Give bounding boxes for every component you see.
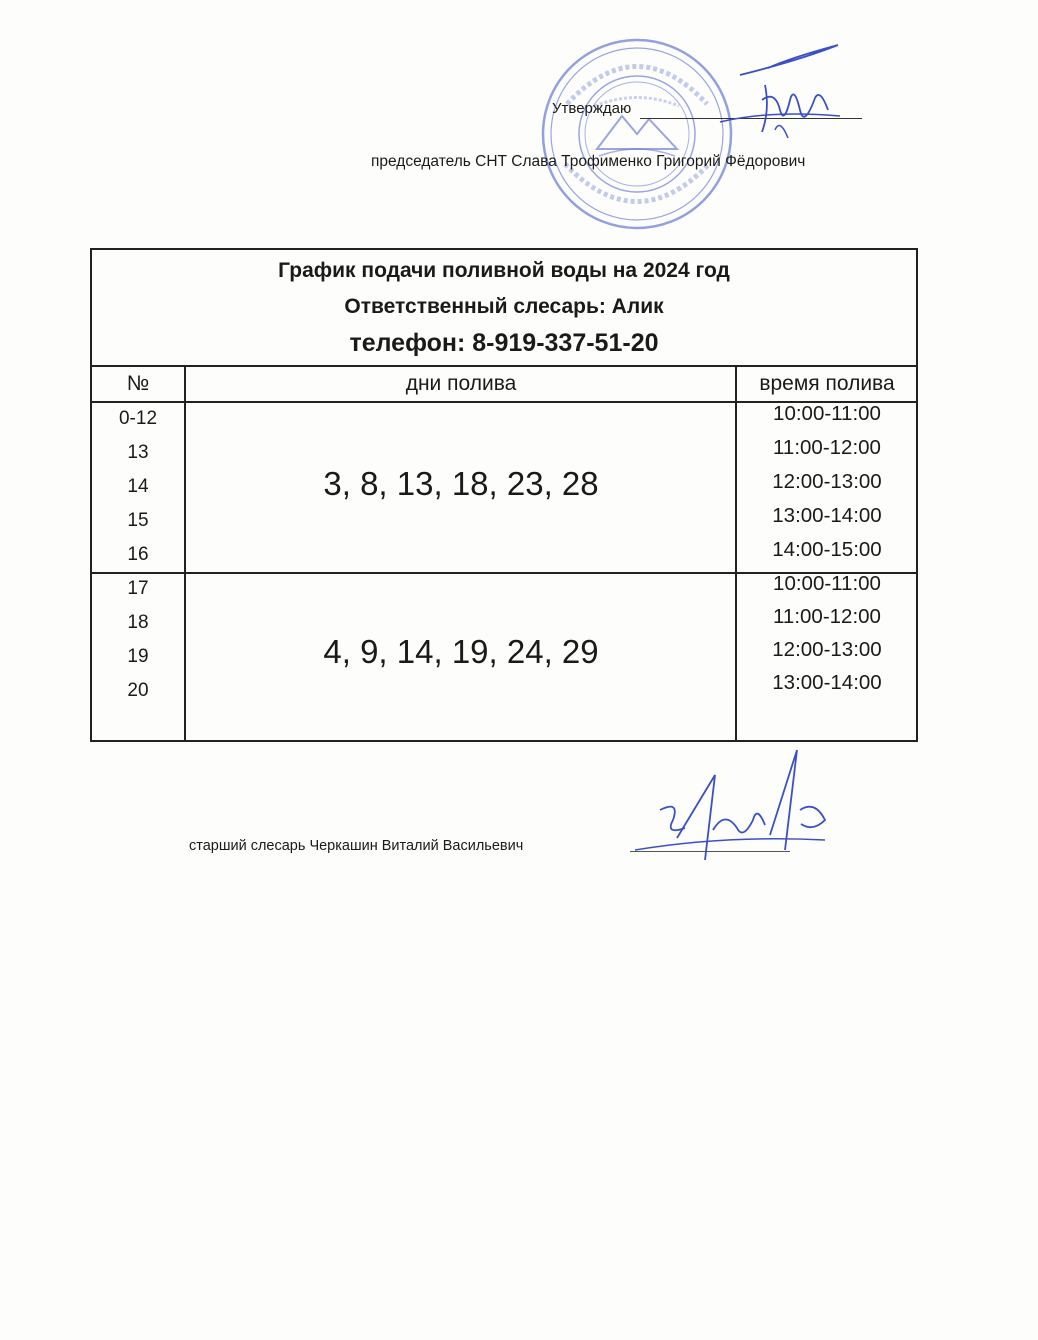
watering-time-slot: 13:00-14:00 — [772, 504, 882, 527]
watering-schedule-table — [90, 248, 918, 742]
header-time: время полива — [759, 372, 895, 395]
schedule-title: График подачи поливной воды на 2024 год — [278, 259, 730, 282]
plot-number: 15 — [127, 510, 149, 531]
watering-time-slot: 13:00-14:00 — [772, 671, 882, 694]
watering-days: 3, 8, 13, 18, 23, 28 — [323, 465, 599, 502]
watering-time-slot: 11:00-12:00 — [773, 436, 881, 459]
responsible-person: Ответственный слесарь: Алик — [344, 295, 664, 318]
column-divider — [735, 367, 737, 740]
plot-number: 17 — [127, 578, 149, 599]
plot-number: 19 — [127, 646, 149, 667]
plot-number: 18 — [127, 612, 149, 633]
watering-time-slot: 10:00-11:00 — [773, 402, 881, 425]
watering-time-slot: 12:00-13:00 — [772, 638, 882, 661]
plot-number: 13 — [127, 442, 149, 463]
watering-time-slot: 14:00-15:00 — [772, 538, 882, 561]
senior-locksmith-caption: старший слесарь Черкашин Виталий Васильевич — [189, 838, 524, 854]
column-divider — [184, 367, 186, 740]
watering-days: 4, 9, 14, 19, 24, 29 — [323, 633, 599, 670]
plot-number: 16 — [127, 544, 149, 565]
watering-time-slot: 10:00-11:00 — [773, 572, 881, 595]
plot-number: 0-12 — [118, 408, 158, 429]
header-days: дни полива — [405, 372, 517, 395]
chairman-signature — [680, 40, 850, 150]
watering-time-slot: 11:00-12:00 — [773, 605, 881, 628]
plot-number: 14 — [127, 476, 149, 497]
approve-label: Утверждаю — [552, 100, 632, 117]
contact-phone: телефон: 8-919-337-51-20 — [349, 329, 659, 357]
watering-time-slot: 12:00-13:00 — [772, 470, 882, 493]
senior-locksmith-signature — [625, 740, 845, 875]
header-number: № — [126, 372, 150, 395]
plot-number: 20 — [127, 680, 149, 701]
table-title-block — [92, 250, 916, 367]
chairman-caption: председатель СНТ Слава Трофименко Григорий Фёдорович — [371, 153, 806, 170]
